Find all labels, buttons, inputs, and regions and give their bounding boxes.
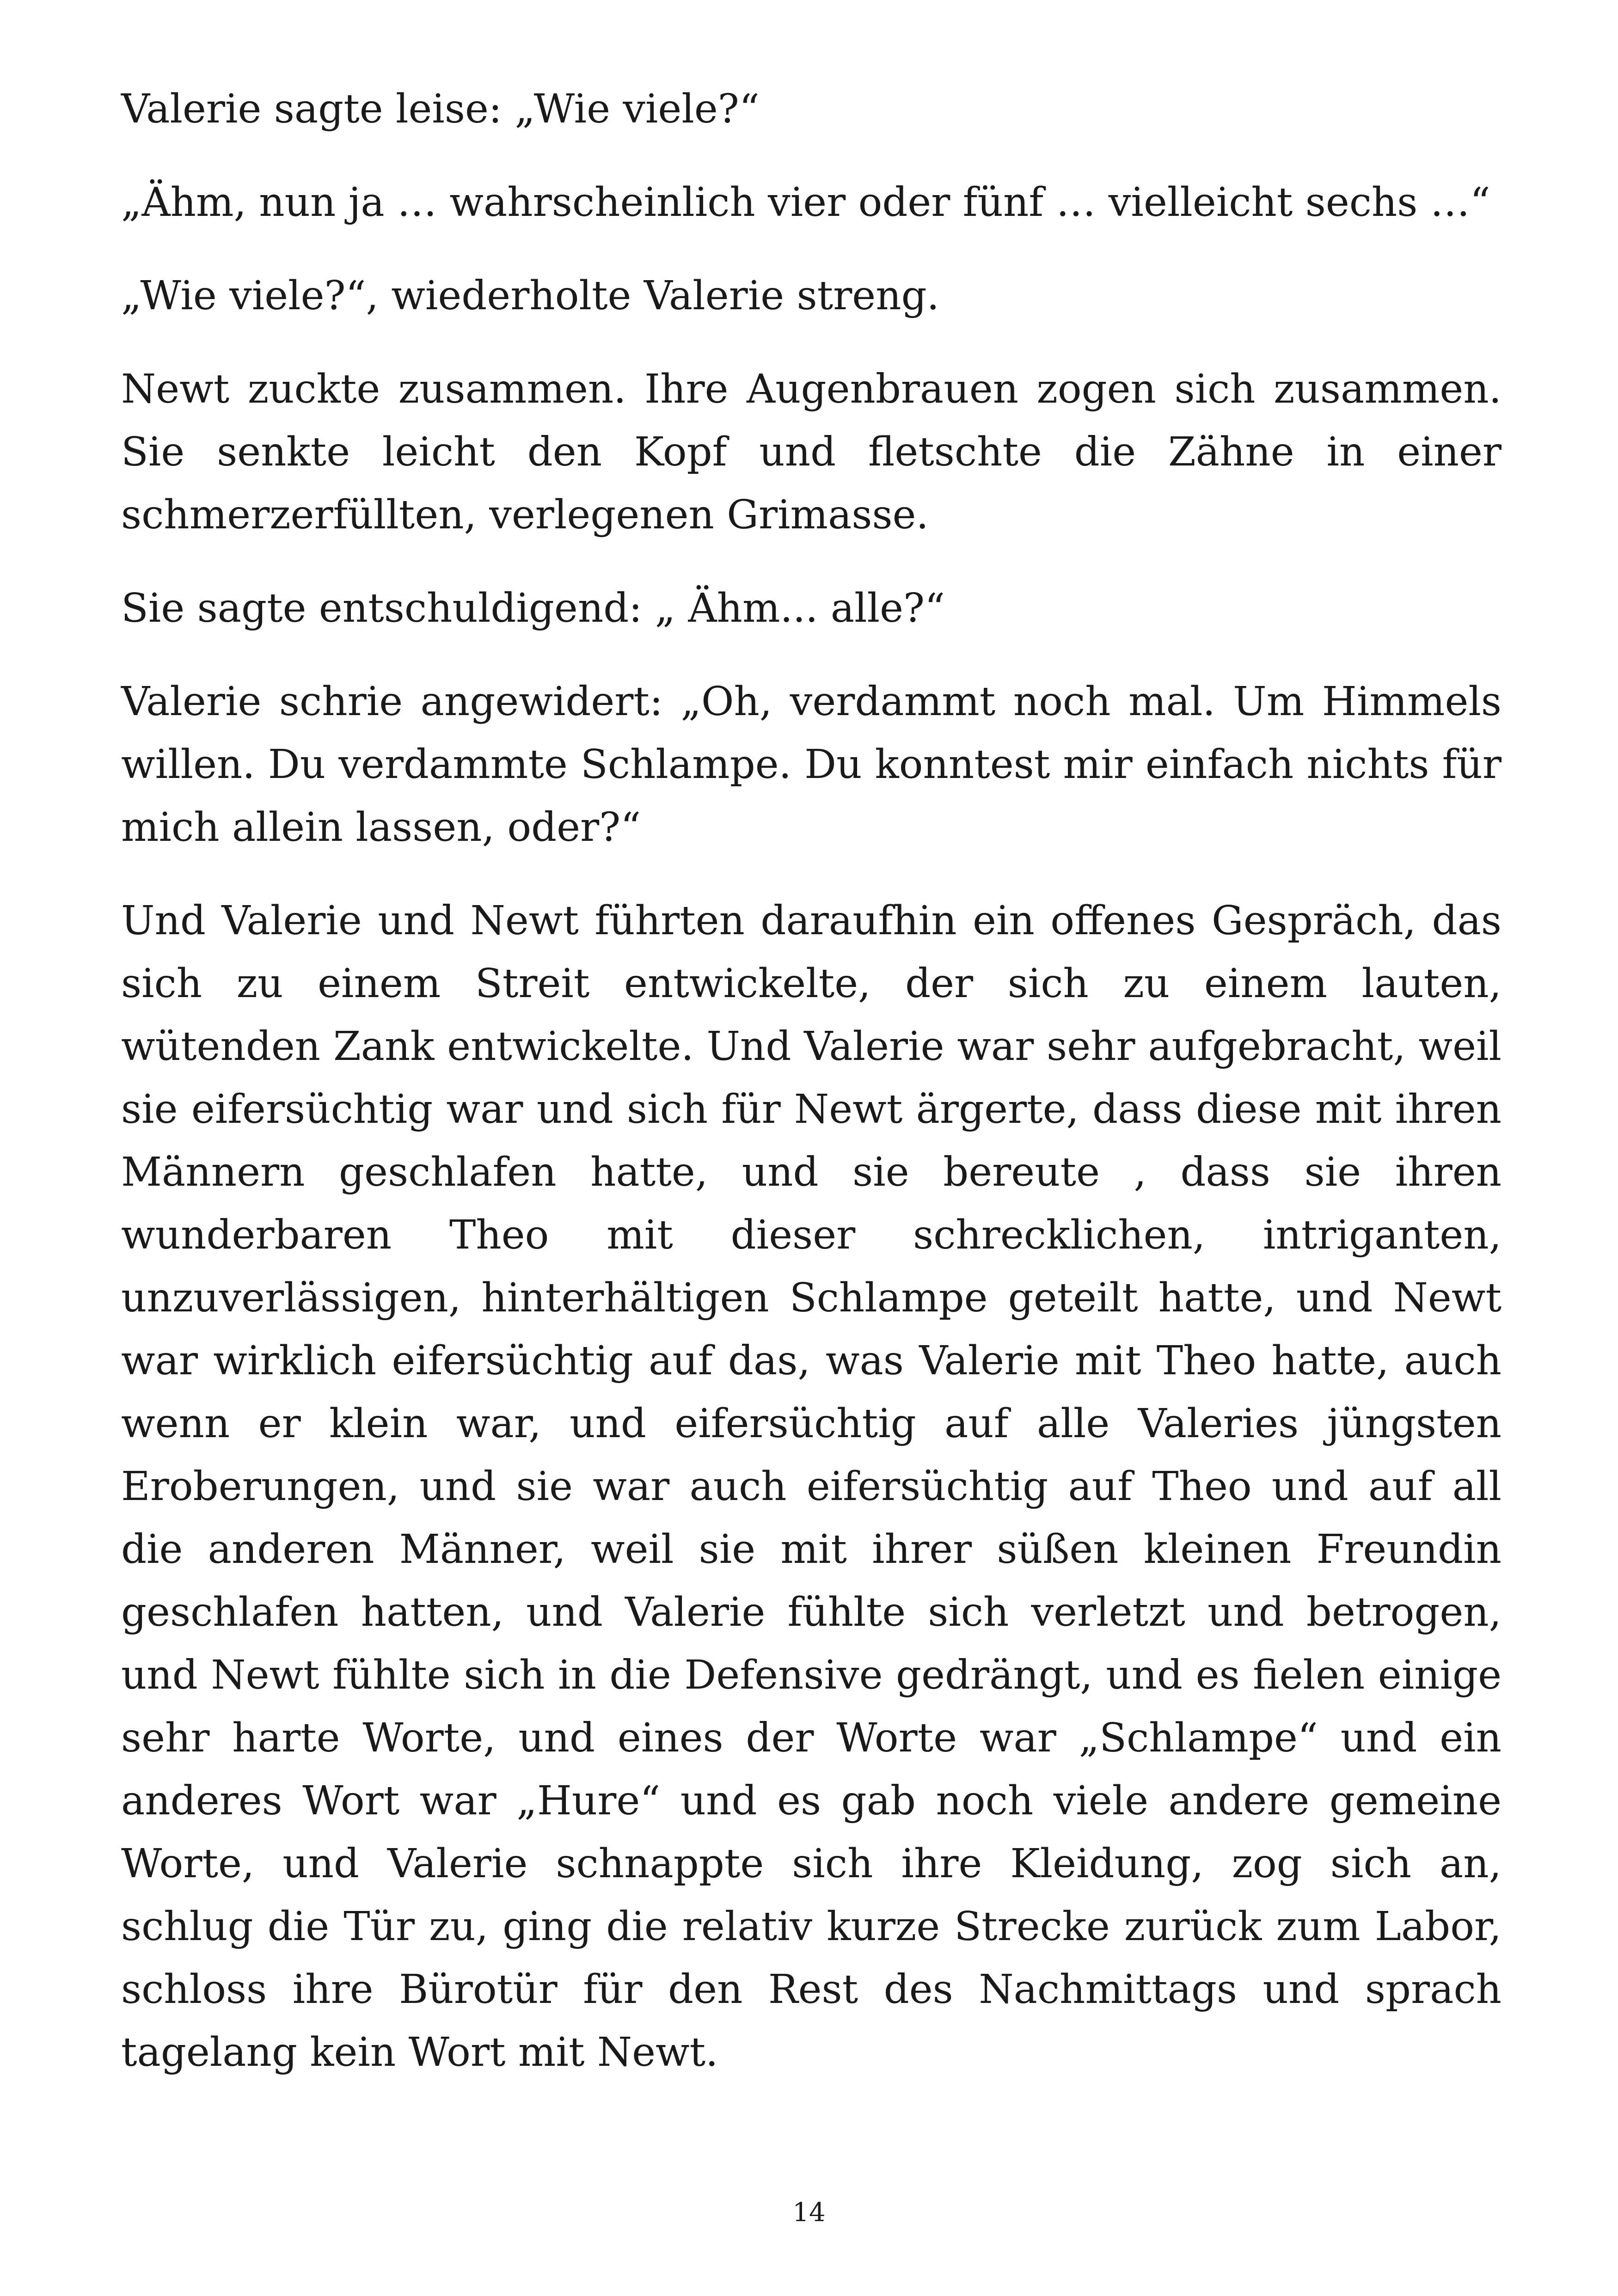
paragraph-5: Sie sagte entschuldigend: „ Ähm... alle?“ [121,585,945,631]
paragraph-6: Valerie schrie angewidert: „Oh, verdammt noch mal. Um Himmels willen. Du verdammte Schlampe. Du konntest mir einfach nichts für mich allein lassen, oder?“ [121,679,1502,851]
paragraph-1: Valerie sagte leise: „Wie viele?“ [121,86,760,132]
paragraph-7: Und Valerie und Newt führten daraufhin ein offenes Gespräch, das sich zu einem Streit entwickelte, der sich zu einem lauten, wütenden Zank entwickelte. Und Valerie war sehr aufgebracht, weil sie eifersüchtig war und sich für Newt ärgerte, dass diese mit ihren Männern geschlafen hatte, und sie bereute , dass sie ihren wunderbaren Theo mit dieser schrecklichen, intriganten, unzuverlässigen, hinterhältigen Schlampe geteilt hatte, und Newt war wirklich eifersüchtig auf das, was Valerie mit Theo hatte, auch wenn er klein war, und eifersüchtig auf alle Valeries jüngsten Eroberungen, und sie war auch eifersüchtig auf Theo und auf all die anderen Männer, weil sie mit ihrer süßen kleinen Freundin geschlafen hatten, und Valerie fühlte sich verletzt und betrogen, und Newt fühlte sich in die Defensive gedrängt, und es fielen einige sehr harte Worte, und eines der Worte war „Schlampe“ und ein anderes Wort war „Hure“ und es gab noch viele andere gemeine Worte, und Valerie schnappte sich ihre Kleidung, zog sich an, schlug die Tür zu, ging die relativ kurze Strecke zurück zum Labor, schloss ihre Bürotür für den Rest des Nachmittags und sprach tagelang kein Wort mit Newt. [121,898,1502,2076]
text-body [121,78,1502,2114]
paragraph-4: Newt zuckte zusammen. Ihre Augenbrauen zogen sich zusammen. Sie senkte leicht den Kopf und fletschte die Zähne in einer schmerzerfüllten, verlegenen Grimasse. [121,366,1502,538]
page-number: 14 [792,2198,826,2228]
paragraph-2: „Ähm, nun ja … wahrscheinlich vier oder fünf … vielleicht sechs …“ [121,179,1490,226]
paragraph-3: „Wie viele?“, wiederholte Valerie streng. [121,273,939,319]
